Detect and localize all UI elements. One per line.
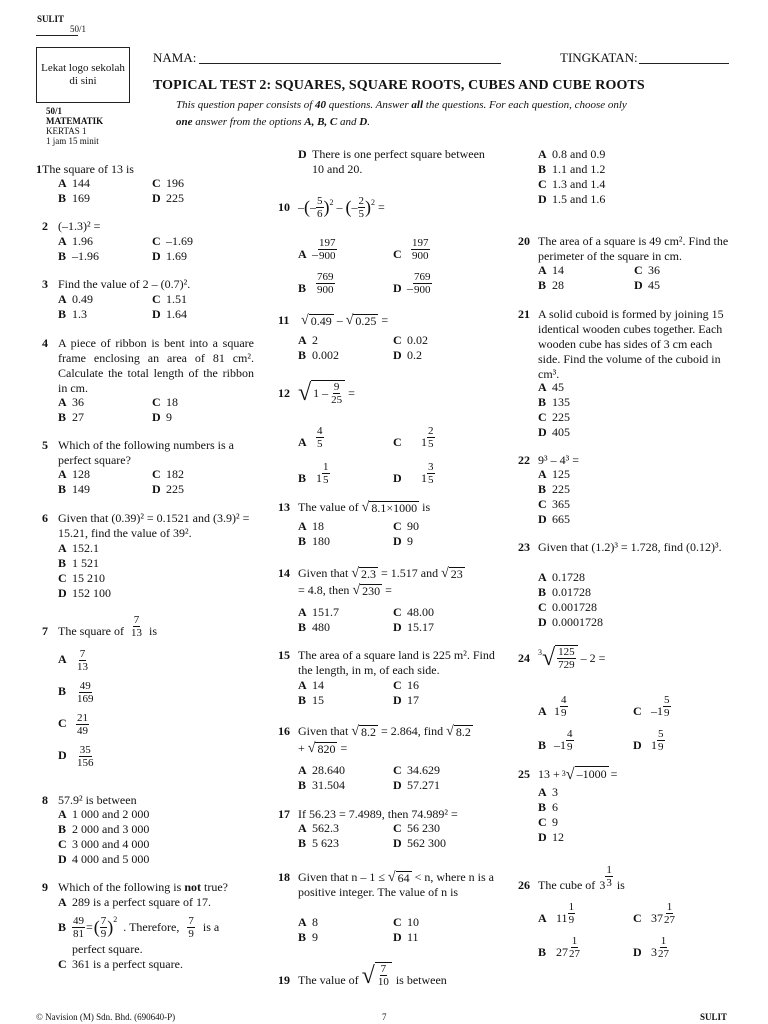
- question-7: 7 The square of $\frac{7}{13}$ is: [42, 614, 157, 639]
- q5-options: A 128 C 182 B 149 D 225: [58, 467, 184, 496]
- q24-option-b[interactable]: B –1 $\frac{4}{9}$: [538, 728, 573, 753]
- q23-option-d[interactable]: 0.0001728: [552, 615, 603, 629]
- question-25: 25 13 + 3 √ –1000 =: [518, 765, 618, 783]
- q11-option-b[interactable]: 0.002: [312, 348, 339, 362]
- q20-option-c[interactable]: 36: [648, 263, 660, 277]
- q16-option-b[interactable]: 31.504: [312, 778, 345, 792]
- question-24: 24 $^3$ √ $\frac{125}{729}$ – 2 =: [518, 645, 606, 671]
- q12-option-d[interactable]: D 1 $\frac{3}{5}$: [393, 461, 434, 486]
- q16-option-a[interactable]: 28.640: [312, 763, 345, 777]
- q1-option-a[interactable]: 144: [72, 176, 90, 190]
- q19-option-a[interactable]: 0.8 and 0.9: [552, 147, 606, 161]
- q2-options: A 1.96 C –1.69 B –1.96 D 1.69: [58, 234, 193, 263]
- q26-options: [538, 892, 676, 960]
- q17-option-b[interactable]: 5 623: [312, 836, 339, 850]
- q7-option-a[interactable]: A $\frac{7}{13}$: [58, 648, 88, 673]
- q3-option-a[interactable]: 0.49: [72, 292, 93, 306]
- q12-options: [298, 414, 435, 486]
- q22-option-b[interactable]: 225: [552, 482, 570, 496]
- question-26: 26 The cube of 3 $\frac{1}{3}$ is: [518, 864, 625, 892]
- q3-option-b[interactable]: 1.3: [72, 307, 87, 321]
- q26-option-d[interactable]: D 3 $\frac{1}{27}$: [633, 935, 669, 960]
- q23-option-a[interactable]: 0.1728: [552, 570, 585, 584]
- q6-option-c[interactable]: 15 210: [72, 571, 105, 585]
- q24-options: [538, 683, 671, 753]
- q18-option-c[interactable]: 10: [407, 915, 419, 929]
- q3-option-d[interactable]: 1.64: [166, 307, 187, 321]
- q14-option-d[interactable]: 15.17: [407, 620, 434, 634]
- q17-option-d[interactable]: 562 300: [407, 836, 446, 850]
- q14-option-b[interactable]: 480: [312, 620, 330, 634]
- q2-option-d[interactable]: 1.69: [166, 249, 187, 263]
- copyright-footer: © Navision (M) Sdn. Bhd. (690640-P): [36, 1012, 176, 1022]
- q19-option-b[interactable]: 1.1 and 1.2: [552, 162, 606, 176]
- tingkatan-label: TINGKATAN:: [560, 50, 638, 65]
- question-14: 14 Given that √ 2.3 = 1.517 and √ 23 = 4.8, then √ 230 =: [278, 566, 463, 598]
- question-12: 12 √ 1 – $\frac{9}{25}$ =: [278, 380, 355, 406]
- q10-options: [298, 228, 432, 296]
- q22-options: A 125 B 225 C 365 D 665: [538, 467, 570, 526]
- q1-options: A 144 C 196 B 169 D 225: [58, 176, 184, 205]
- question-18: 18 Given that n – 1 ≤ √ 64 < n, where n is a positive integer. The value of n is: [278, 870, 495, 899]
- q13-option-d[interactable]: 9: [407, 534, 413, 548]
- tingkatan-field[interactable]: [639, 63, 729, 64]
- q11-option-a[interactable]: 2: [312, 333, 318, 347]
- question-5: 5 Which of the following numbers is a perfect square?: [42, 438, 234, 467]
- q20-option-a[interactable]: 14: [552, 263, 564, 277]
- question-19: 19 The value of √ $\frac{7}{10}$ is between: [278, 963, 447, 989]
- q15-options: A 14 C 16 B 15 D 17: [298, 678, 419, 707]
- page-title: TOPICAL TEST 2: SQUARES, SQUARE ROOTS, CUBES AND CUBE ROOTS: [153, 78, 645, 93]
- question-1: 1The square of 13 is: [36, 162, 134, 176]
- q19-option-d[interactable]: 1.5 and 1.6: [552, 192, 606, 206]
- q18-option-b[interactable]: 9: [312, 930, 318, 944]
- q22-option-c[interactable]: 365: [552, 497, 570, 511]
- q5-option-a[interactable]: 128: [72, 467, 90, 481]
- q10-option-d[interactable]: D – $\frac{769}{900}$: [393, 271, 431, 296]
- q16-options: A 28.640 C 34.629 B 31.504 D 57.271: [298, 763, 440, 792]
- q18-option-a[interactable]: 8: [312, 915, 318, 929]
- q12-option-c[interactable]: C 1 $\frac{2}{5}$: [393, 425, 434, 450]
- q21-option-a[interactable]: 45: [552, 380, 564, 394]
- q19-option-c[interactable]: 1.3 and 1.4: [552, 177, 606, 191]
- question-21: 21 A solid cuboid is formed by joining 15 identical wooden cubes together. Each wooden cube has sides of 3 cm each side. Find the volume of the cuboid in cm³.: [518, 307, 724, 381]
- classification-bottom: SULIT: [700, 1012, 728, 1022]
- q12-option-a[interactable]: A $\frac{4}{5}$: [298, 425, 323, 450]
- q15-option-c[interactable]: 16: [407, 678, 419, 692]
- instructions: This question paper consists of 40 questions. Answer all the questions. For each question, choose only one answer from the options A, B, C and D.: [176, 99, 627, 128]
- q9-option-a[interactable]: A 289 is a perfect square of 17.: [58, 895, 211, 909]
- q18-option-d[interactable]: 11: [407, 930, 419, 944]
- q18-options: A 8 C 10 B 9 D 11: [298, 915, 419, 944]
- q20-options: A 14 C 36 B 28 D 45: [538, 263, 660, 292]
- q13-option-c[interactable]: 90: [407, 519, 419, 533]
- q16-option-c[interactable]: 34.629: [407, 763, 440, 777]
- q11-options: A 2 C 0.02 B 0.002 D 0.2: [298, 333, 428, 362]
- q6-option-b[interactable]: 1 521: [72, 556, 99, 570]
- q23-option-b[interactable]: 0.01728: [552, 585, 591, 599]
- q14-option-c[interactable]: 48.00: [407, 605, 434, 619]
- question-15: 15 The area of a square land is 225 m². Find the length, in m, of each side.: [278, 648, 495, 677]
- q11-option-c[interactable]: 0.02: [407, 333, 428, 347]
- subject-name: MATEMATIK: [46, 116, 104, 126]
- q4-option-a[interactable]: 36: [72, 395, 84, 409]
- nama-field[interactable]: [199, 63, 501, 64]
- q25-option-a[interactable]: 3: [552, 785, 558, 799]
- q15-option-d[interactable]: 17: [407, 693, 419, 707]
- q7-option-b[interactable]: B $\frac{49}{169}$: [58, 680, 94, 705]
- q13-option-b[interactable]: 180: [312, 534, 330, 548]
- q8-options: A 1 000 and 2 000 B 2 000 and 3 000 C 3 000 and 4 000 D 4 000 and 5 000: [58, 807, 150, 866]
- question-22: 22 9³ – 4³ =: [518, 453, 579, 467]
- q9-option-c[interactable]: C 361 is a perfect square.: [58, 957, 183, 971]
- question-2: 2 (–1.3)² =: [42, 219, 101, 233]
- q9-options: [58, 895, 254, 972]
- q26-option-c[interactable]: C 37 $\frac{1}{27}$: [633, 901, 675, 926]
- q7-option-d[interactable]: D $\frac{35}{156}$: [58, 744, 94, 769]
- q26-option-b[interactable]: B 27 $\frac{1}{27}$: [538, 935, 580, 960]
- q14-options: A 151.7 C 48.00 B 480 D 15.17: [298, 605, 434, 634]
- q9-option-b-cont: perfect square.: [72, 942, 143, 956]
- q17-option-a[interactable]: 562.3: [312, 821, 339, 835]
- nama-label: NAMA:: [153, 50, 197, 65]
- q24-option-a[interactable]: A 1 $\frac{4}{9}$: [538, 694, 567, 719]
- q14-option-a[interactable]: 151.7: [312, 605, 339, 619]
- q7-options: [58, 648, 95, 776]
- page-number: 7: [382, 1012, 387, 1022]
- q23-option-c[interactable]: 0.001728: [552, 600, 597, 614]
- q3-options: A 0.49 C 1.51 B 1.3 D 1.64: [58, 292, 187, 321]
- q19-options: A 0.8 and 0.9 B 1.1 and 1.2 C 1.3 and 1.4 D 1.5 and 1.6: [538, 147, 606, 206]
- q9-option-d[interactable]: D There is one perfect square between 10 and 20.: [298, 147, 485, 176]
- q1-option-b[interactable]: 169: [72, 191, 90, 205]
- q4-option-c[interactable]: 18: [166, 395, 178, 409]
- q8-option-c[interactable]: 3 000 and 4 000: [72, 837, 150, 851]
- q3-option-c[interactable]: 1.51: [166, 292, 187, 306]
- q8-option-b[interactable]: 2 000 and 3 000: [72, 822, 150, 836]
- paper-code-top: 50/1: [70, 24, 87, 34]
- question-20: 20 The area of a square is 49 cm². Find the perimeter of the square in cm.: [518, 234, 729, 263]
- q15-option-b[interactable]: 15: [312, 693, 324, 707]
- q24-option-c[interactable]: C –1 $\frac{5}{9}$: [633, 694, 670, 719]
- question-3: 3 Find the value of 2 – (0.7)².: [42, 277, 191, 291]
- question-6: 6 Given that (0.39)² = 0.1521 and (3.9)² = 15.21, find the value of 39².: [42, 511, 250, 540]
- question-13: 13 The value of √ 8.1×1000 is: [278, 500, 431, 515]
- q8-option-a[interactable]: 1 000 and 2 000: [72, 807, 150, 821]
- q21-option-c[interactable]: 225: [552, 410, 570, 424]
- code-underline: [36, 35, 78, 36]
- q13-options: A 18 C 90 B 180 D 9: [298, 519, 419, 548]
- q25-options: A 3 B 6 C 9 D 12: [538, 785, 564, 844]
- duration: 1 jam 15 minit: [46, 136, 99, 146]
- q25-option-b[interactable]: 6: [552, 800, 558, 814]
- q21-option-d[interactable]: 405: [552, 425, 570, 439]
- q16-option-d[interactable]: 57.271: [407, 778, 440, 792]
- q2-option-c[interactable]: –1.69: [166, 234, 193, 248]
- q13-option-a[interactable]: 18: [312, 519, 324, 533]
- q22-option-a[interactable]: 125: [552, 467, 570, 481]
- q2-option-a[interactable]: 1.96: [72, 234, 93, 248]
- q9-option-b[interactable]: B $\frac{49}{81}$ = ( $\frac{7}{9}$ ) $^2$ . Therefore, $\frac{7}{9}$ is a: [58, 914, 220, 940]
- question-17: 17 If 56.23 = 7.4989, then 74.989² =: [278, 807, 458, 821]
- q1-option-d[interactable]: 225: [166, 191, 184, 205]
- paper-name: KERTAS 1: [46, 126, 87, 136]
- q26-option-a[interactable]: A 11 $\frac{1}{9}$: [538, 901, 575, 926]
- q10-option-a[interactable]: A – $\frac{197}{900}$: [298, 237, 336, 262]
- question-11: 11 √ 0.49 – √ 0.25 =: [278, 313, 389, 328]
- q10-option-b[interactable]: B $\frac{769}{900}$: [298, 271, 334, 296]
- subject-code: 50/1: [46, 106, 63, 116]
- classification-top: SULIT: [37, 14, 65, 24]
- q25-option-d[interactable]: 12: [552, 830, 564, 844]
- question-4: 4 A piece of ribbon is bent into a square frame enclosing an area of 81 cm². Calculate the total length of the ribbon in cm.: [42, 336, 254, 395]
- q4-option-b[interactable]: 27: [72, 410, 84, 424]
- question-16: 16 Given that √ 8.2 = 2.864, find √ 8.2 + √ 820 =: [278, 724, 471, 756]
- q6-option-a[interactable]: 152.1: [72, 541, 99, 555]
- q25-option-c[interactable]: 9: [552, 815, 558, 829]
- q11-option-d[interactable]: 0.2: [407, 348, 422, 362]
- q6-option-d[interactable]: 152 100: [72, 586, 111, 600]
- q5-option-c[interactable]: 182: [166, 467, 184, 481]
- q7-option-c[interactable]: C $\frac{21}{49}$: [58, 712, 88, 737]
- q24-option-d[interactable]: D 1 $\frac{5}{9}$: [633, 728, 664, 753]
- subject-block: [46, 106, 103, 146]
- school-logo-placeholder: Lekat logo sekolah di sini: [36, 47, 130, 103]
- q20-option-b[interactable]: 28: [552, 278, 564, 292]
- q15-option-a[interactable]: 14: [312, 678, 324, 692]
- q17-option-c[interactable]: 56 230: [407, 821, 440, 835]
- q17-options: A 562.3 C 56 230 B 5 623 D 562 300: [298, 821, 446, 850]
- question-8: 8 57.9² is between: [42, 793, 137, 807]
- q4-option-d[interactable]: 9: [166, 410, 172, 424]
- q6-options: A 152.1 B 1 521 C 15 210 D 152 100: [58, 541, 111, 600]
- q23-options: A 0.1728 B 0.01728 C 0.001728 D 0.0001728: [538, 570, 603, 629]
- q4-options: A 36 C 18 B 27 D 9: [58, 395, 178, 424]
- q2-option-b[interactable]: –1.96: [72, 249, 99, 263]
- q10-option-c[interactable]: C $\frac{197}{900}$: [393, 237, 429, 262]
- q20-option-d[interactable]: 45: [648, 278, 660, 292]
- q22-option-d[interactable]: 665: [552, 512, 570, 526]
- q12-option-b[interactable]: B 1 $\frac{1}{5}$: [298, 461, 329, 486]
- question-23: 23 Given that (1.2)³ = 1.728, find (0.12)³.: [518, 540, 722, 554]
- q21-option-b[interactable]: 135: [552, 395, 570, 409]
- q8-option-d[interactable]: 4 000 and 5 000: [72, 852, 150, 866]
- q1-option-c[interactable]: 196: [166, 176, 184, 190]
- question-9: 9 Which of the following is not true?: [42, 880, 228, 894]
- q5-option-d[interactable]: 225: [166, 482, 184, 496]
- question-10: 10 – ( – $\frac{5}{6}$ ) $^2$ – ( – $\frac{2}{5}$ ) $^2$ =: [278, 195, 385, 220]
- q5-option-b[interactable]: 149: [72, 482, 90, 496]
- q21-options: A 45 B 135 C 225 D 405: [538, 380, 570, 439]
